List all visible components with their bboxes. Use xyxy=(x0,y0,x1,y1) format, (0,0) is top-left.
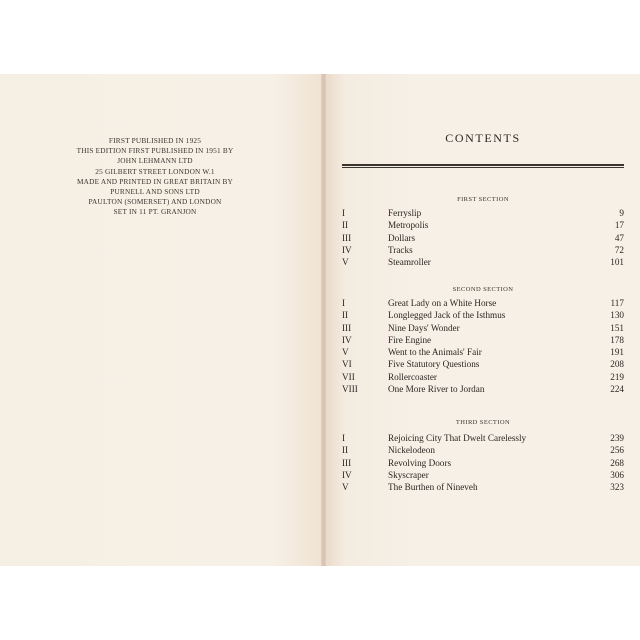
page-number: 191 xyxy=(610,347,624,358)
page-number: 130 xyxy=(610,310,624,321)
page-number: 117 xyxy=(610,298,624,308)
contents-entry xyxy=(342,309,624,321)
page-number: 306 xyxy=(610,469,624,480)
left-page xyxy=(0,74,322,566)
contents-heading: CONTENTS xyxy=(445,131,521,145)
chapter-title: Revolving Doors xyxy=(388,457,452,468)
contents-entry xyxy=(342,469,624,481)
chapter-number: III xyxy=(342,322,352,333)
imprint-line: JOHN LEHMANN LTD xyxy=(117,156,193,166)
imprint-block xyxy=(40,136,270,218)
contents-entry xyxy=(342,232,624,244)
imprint-line: SET IN 11 PT. GRANJON xyxy=(113,207,197,217)
section-label-first: FIRST SECTION xyxy=(457,196,509,203)
section-label-third: THIRD SECTION xyxy=(455,419,511,426)
section-third-entries xyxy=(342,432,624,493)
contents-entry xyxy=(342,219,624,231)
contents-entry xyxy=(342,358,624,370)
contents-entry xyxy=(342,297,624,309)
chapter-title: One More River to Jordan xyxy=(388,384,485,395)
heading-rule xyxy=(342,164,624,168)
page-number: 72 xyxy=(614,244,624,255)
chapter-title: The Burthen of Nineveh xyxy=(388,482,478,493)
chapter-number: VII xyxy=(342,371,355,382)
chapter-title: Nine Days' Wonder xyxy=(388,322,460,333)
chapter-title: Great Lady on a White Horse xyxy=(388,298,497,308)
chapter-title: Went to the Animals' Fair xyxy=(388,347,482,358)
chapter-number: VI xyxy=(342,359,352,370)
contents-entry xyxy=(342,207,624,219)
contents-entry xyxy=(342,371,624,383)
section-second-entries xyxy=(342,297,624,395)
page-number: 47 xyxy=(614,232,624,243)
page-number: 101 xyxy=(610,257,624,268)
page-number: 178 xyxy=(610,334,624,345)
chapter-number: I xyxy=(342,208,346,218)
imprint-line: FIRST PUBLISHED IN 1925 xyxy=(108,136,202,145)
contents-entry xyxy=(342,334,624,346)
chapter-title: Five Statutory Questions xyxy=(388,359,480,370)
chapter-number: I xyxy=(342,298,346,308)
contents-entry xyxy=(342,346,624,358)
right-page xyxy=(326,74,640,566)
chapter-number: II xyxy=(342,220,349,231)
chapter-title: Ferryslip xyxy=(388,208,422,218)
chapter-title: Metropolis xyxy=(388,220,429,231)
imprint-line: MADE AND PRINTED IN GREAT BRITAIN BY xyxy=(76,176,234,186)
imprint-line: 25 GILBERT STREET LONDON W.1 xyxy=(95,166,215,176)
chapter-number: IV xyxy=(342,469,352,480)
chapter-number: III xyxy=(342,457,352,468)
chapter-title: Dollars xyxy=(388,232,416,243)
contents-entry xyxy=(342,244,624,256)
contents-entry xyxy=(342,383,624,395)
chapter-title: Steamroller xyxy=(388,257,431,268)
page-number: 323 xyxy=(610,482,624,493)
book-spread xyxy=(0,74,640,566)
chapter-title: Tracks xyxy=(388,244,413,255)
chapter-number: IV xyxy=(342,334,352,345)
contents-entry xyxy=(342,432,624,444)
page-number: 268 xyxy=(610,457,624,468)
contents-entry xyxy=(342,481,624,493)
chapter-number: V xyxy=(342,257,349,268)
chapter-number: I xyxy=(342,433,346,443)
chapter-number: IV xyxy=(342,244,352,255)
page-number: 219 xyxy=(610,371,624,382)
contents-entry xyxy=(342,256,624,268)
chapter-number: V xyxy=(342,482,349,493)
chapter-title: Nickelodeon xyxy=(388,445,435,456)
page-number: 224 xyxy=(610,384,624,395)
page-number: 256 xyxy=(610,445,624,456)
imprint-line: PURNELL AND SONS LTD xyxy=(110,187,200,197)
imprint-line: THIS EDITION FIRST PUBLISHED IN 1951 BY xyxy=(76,146,234,156)
page-number: 17 xyxy=(614,220,624,231)
contents-entry xyxy=(342,444,624,456)
chapter-title: Rollercoaster xyxy=(388,371,437,382)
chapter-title: Longlegged Jack of the Isthmus xyxy=(388,310,506,321)
contents-entry xyxy=(342,322,624,334)
chapter-number: II xyxy=(342,445,349,456)
page-number: 9 xyxy=(619,208,624,218)
chapter-title: Rejoicing City That Dwelt Carelessly xyxy=(388,433,527,443)
chapter-number: VIII xyxy=(342,384,358,395)
page-number: 208 xyxy=(610,359,624,370)
chapter-number: III xyxy=(342,232,352,243)
chapter-title: Skyscraper xyxy=(388,469,429,480)
section-label-second: SECOND SECTION xyxy=(452,286,514,293)
section-first-entries xyxy=(342,207,624,268)
page-number: 151 xyxy=(610,322,624,333)
page-number: 239 xyxy=(610,433,624,443)
chapter-number: V xyxy=(342,347,349,358)
chapter-number: II xyxy=(342,310,349,321)
contents-entry xyxy=(342,457,624,469)
chapter-title: Fire Engine xyxy=(388,334,432,345)
imprint-line: PAULTON (SOMERSET) AND LONDON xyxy=(88,197,222,207)
